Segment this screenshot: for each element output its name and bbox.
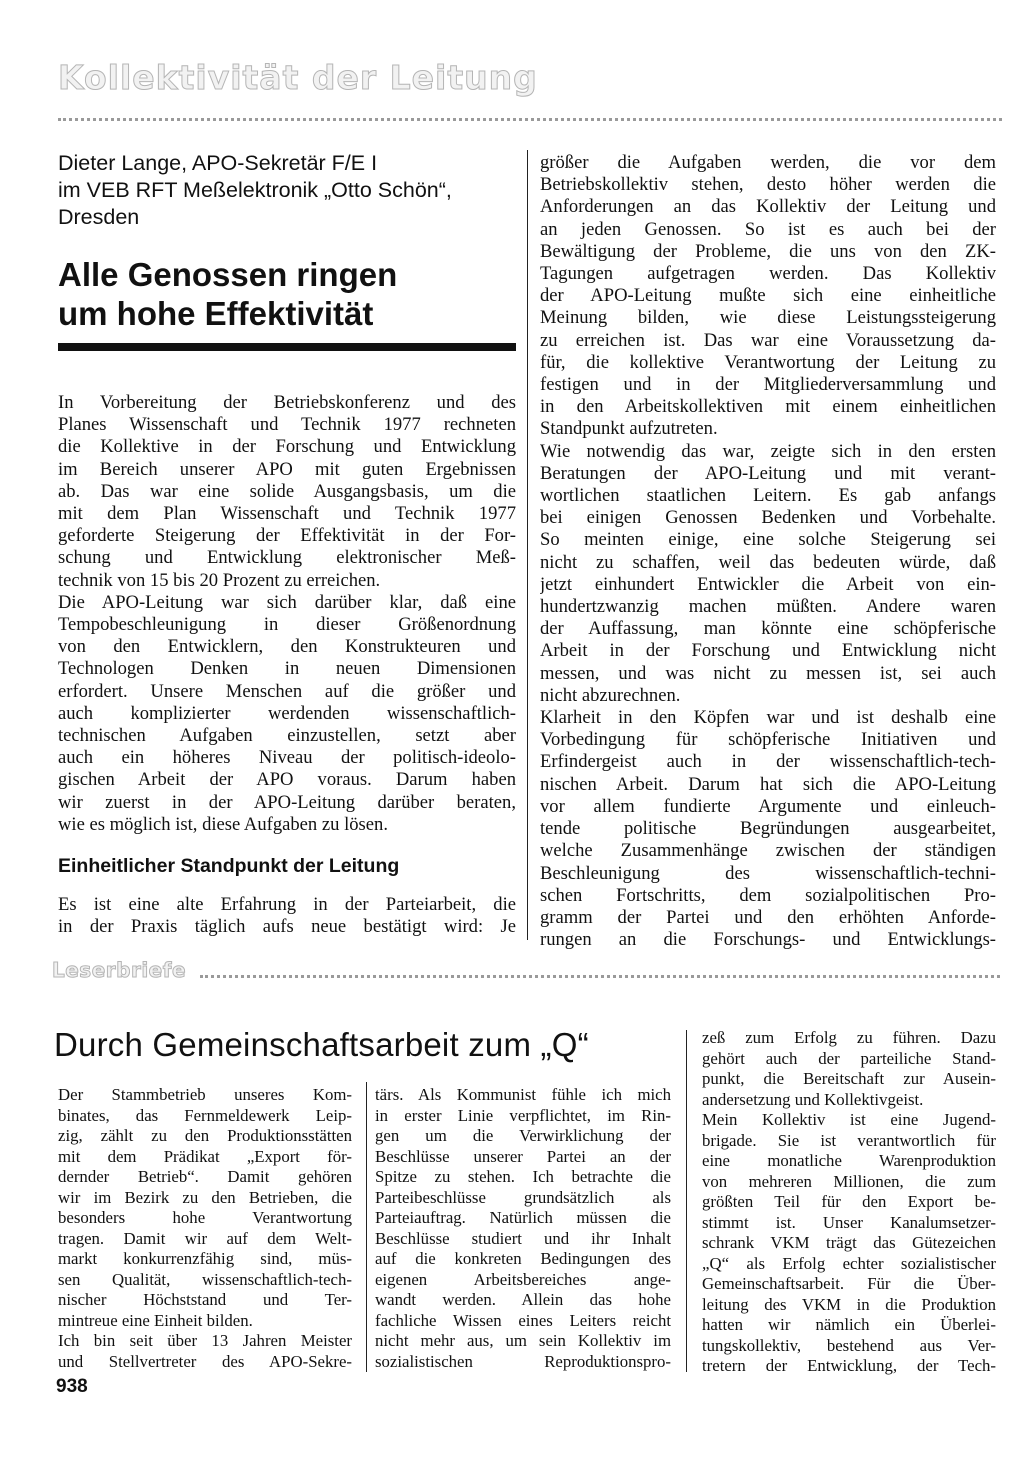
text-line: Parteiauftrag. Natürlich müssen die bbox=[375, 1208, 671, 1227]
author-line: Dieter Lange, APO-Sekretär F/E I bbox=[58, 151, 378, 175]
text-line: Es ist eine alte Erfahrung in der Parteiarbeit, die bbox=[58, 894, 516, 915]
letter-column-divider bbox=[366, 1082, 367, 1372]
article-column-1-continued bbox=[58, 894, 516, 938]
text-line: leitung des VKM in die Produktion bbox=[702, 1294, 996, 1314]
article-column-2 bbox=[540, 152, 996, 951]
text-line: Tempobeschleunigung in dieser Größenordnung bbox=[58, 614, 516, 636]
subheading: Einheitlicher Standpunkt der Leitung bbox=[58, 855, 400, 877]
text-line: in erster Linie verpflichtet, im Rin- bbox=[375, 1105, 671, 1125]
text-line: Beschlüsse studiert und ihr Inhalt bbox=[375, 1228, 671, 1248]
text-line: eigenen Arbeitsbereiches ange- bbox=[375, 1269, 671, 1289]
letter-column-divider bbox=[686, 1030, 687, 1372]
text-line: auf die konkreten Bedingungen des bbox=[375, 1249, 671, 1268]
author-byline bbox=[58, 150, 518, 231]
text-line: Gemeinschaftsarbeit. Für die Über- bbox=[702, 1274, 996, 1293]
text-line: binates, das Fernmeldewerk Leip- bbox=[58, 1105, 352, 1125]
text-line: zeß zum Erfolg zu führen. Dazu bbox=[702, 1028, 996, 1047]
text-line: wortlichen staatlichen Leitern. Es gab anfangs bbox=[540, 485, 996, 507]
text-line: geforderte Steigerung der Effektivität in der For- bbox=[58, 525, 516, 547]
text-line: nicht abzurechnen. bbox=[540, 684, 681, 706]
text-line: an jeden Genossen. So ist es auch bei der bbox=[540, 218, 996, 240]
text-line: brigade. Sie ist verantwortlich für bbox=[702, 1130, 996, 1150]
text-line: und Stellvertreter des APO-Sekre- bbox=[58, 1351, 352, 1371]
text-line: Mein Kollektiv ist eine Jugend- bbox=[702, 1110, 996, 1129]
text-line: hundertzwanzig machen müßten. Andere waren bbox=[540, 596, 996, 618]
headline-rule bbox=[58, 343, 516, 351]
text-line: Parteibeschlüsse grundsätzlich als bbox=[375, 1187, 671, 1207]
text-line: rungen an die Forschungs- und Entwicklungs- bbox=[540, 929, 996, 951]
text-line: tärs. Als Kommunist fühle ich mich bbox=[375, 1085, 671, 1104]
text-line: wie es möglich ist, diese Aufgaben zu lösen. bbox=[58, 813, 388, 835]
column-divider bbox=[527, 150, 528, 940]
letters-headline: Durch Gemeinschaftsarbeit zum „Q“ bbox=[54, 1026, 589, 1063]
text-line: markt konkurrenzfähig sind, müs- bbox=[58, 1249, 352, 1268]
text-line: nischen Arbeit. Darum hat sich die APO-Leitung bbox=[540, 773, 996, 795]
article-headline bbox=[58, 255, 518, 333]
text-line: nicht mehr aus, um sein Kollektiv im bbox=[375, 1331, 671, 1350]
text-line: auch komplizierter werdenden wissenschaftlich- bbox=[58, 702, 516, 724]
text-line: von mehreren Millionen, die zum bbox=[702, 1171, 996, 1191]
text-line: mit dem Prädikat „Export för- bbox=[58, 1146, 352, 1166]
text-line: von den Entwicklern, den Konstrukteuren und bbox=[58, 636, 516, 658]
text-line: wir zuerst in der APO-Leitung darüber beraten, bbox=[58, 791, 516, 813]
text-line: Tagungen aufgetragen werden. Das Kollektiv bbox=[540, 263, 996, 285]
text-line: Beratungen der APO-Leitung und mit verant- bbox=[540, 462, 996, 484]
section-rule bbox=[58, 118, 1002, 121]
text-line: ab. Das war eine solide Ausgangsbasis, um die bbox=[58, 480, 516, 502]
section-title: Kollektivität der Leitung bbox=[58, 58, 538, 97]
author-line: im VEB RFT Meßelektronik „Otto Schön“, bbox=[58, 178, 452, 202]
text-line: besonders hohe Verantwortung bbox=[58, 1208, 352, 1227]
text-line: größten Teil für den Export be- bbox=[702, 1192, 996, 1211]
text-line: messen, und was nicht zu messen ist, sei auch bbox=[540, 662, 996, 684]
text-line: andersetzung und Kollektivgeist. bbox=[702, 1089, 924, 1109]
text-line: Anforderungen an das Kollektiv der Leitung und bbox=[540, 196, 996, 218]
text-line: Beschlüsse unserer Partei an der bbox=[375, 1146, 671, 1166]
text-line: So meinten einige, eine solche Steigerung sei bbox=[540, 529, 996, 551]
text-line: Vorbedingung für schöpferische Initiativen und bbox=[540, 729, 996, 751]
text-line: „Q“ als Erfolg echter sozialistischer bbox=[702, 1253, 996, 1273]
text-line: technik von 15 bis 20 Prozent zu erreichen. bbox=[58, 569, 381, 591]
author-line: Dresden bbox=[58, 205, 140, 229]
text-line: welche Zusammenhänge zwischen der ständigen bbox=[540, 840, 996, 862]
text-line: Meinung bilden, wie diese Leistungssteigerung bbox=[540, 307, 996, 329]
text-line: gen um die Verwirklichung der bbox=[375, 1126, 671, 1145]
letter-column-1 bbox=[58, 1085, 352, 1372]
text-line: stimmt ist. Unser Kanalumsetzer- bbox=[702, 1212, 996, 1232]
text-line: wandt werden. Allein das hohe bbox=[375, 1290, 671, 1309]
article-column-1 bbox=[58, 392, 516, 836]
text-line: Der Stammbetrieb unseres Kom- bbox=[58, 1085, 352, 1104]
text-line: fachliche Wissen eines Leiters reicht bbox=[375, 1310, 671, 1330]
text-line: im Bereich unserer APO mit guten Ergebnissen bbox=[58, 458, 516, 480]
text-line: gischen Arbeit der APO voraus. Darum haben bbox=[58, 769, 516, 791]
text-line: technischen Aufgaben einzustellen, setzt aber bbox=[58, 725, 516, 747]
text-line: gehört auch der parteiliche Stand- bbox=[702, 1048, 996, 1068]
text-line: Klarheit in den Köpfen war und ist deshalb eine bbox=[540, 707, 996, 729]
text-line: tretern der Entwicklung, der Tech- bbox=[702, 1356, 996, 1375]
text-line: der APO-Leitung mußte sich eine einheitliche bbox=[540, 285, 996, 307]
text-line: schrank VKM trägt das Gütezeichen bbox=[702, 1233, 996, 1252]
text-line: Erfindergeist auch in der wissenschaftlich-tech- bbox=[540, 751, 996, 773]
text-line: hatten wir nämlich ein Überlei- bbox=[702, 1315, 996, 1334]
text-line: schen Fortschritts, dem sozialpolitischen Pro- bbox=[540, 884, 996, 906]
text-line: der Auffassung, man könnte eine schöpferische bbox=[540, 618, 996, 640]
text-line: größer die Aufgaben werden, die vor dem bbox=[540, 152, 996, 173]
letter-column-2 bbox=[375, 1085, 671, 1372]
text-line: die Kollektive in der Forschung und Entwicklung bbox=[58, 436, 516, 458]
text-line: auch ein höheres Niveau der politisch-ideolo- bbox=[58, 747, 516, 769]
text-line: Die APO-Leitung war sich darüber klar, daß eine bbox=[58, 591, 516, 613]
headline-line: um hohe Effektivität bbox=[58, 295, 374, 332]
text-line: tragen. Damit wir auf dem Welt- bbox=[58, 1228, 352, 1248]
text-line: dernder Betrieb“. Damit gehören bbox=[58, 1167, 352, 1186]
text-line: zu erreichen ist. Das war eine Voraussetzung da- bbox=[540, 329, 996, 351]
letters-section-rule bbox=[200, 975, 1000, 978]
text-line: gramm der Partei und den erhöhten Anforde- bbox=[540, 906, 996, 928]
text-line: sozialistischen Reproduktionspro- bbox=[375, 1351, 671, 1371]
text-line: Betriebskollektiv stehen, desto höher werden die bbox=[540, 174, 996, 196]
text-line: tende politische Begründungen ausgearbeitet, bbox=[540, 818, 996, 840]
text-line: nischer Höchststand und Ter- bbox=[58, 1290, 352, 1309]
text-line: Ich bin seit über 13 Jahren Meister bbox=[58, 1331, 352, 1350]
text-line: Bewältigung der Probleme, die uns von den ZK- bbox=[540, 240, 996, 262]
text-line: vor allem fundierte Argumente und einleuch- bbox=[540, 795, 996, 817]
text-line: jetzt einhundert Entwickler die Arbeit von ein- bbox=[540, 573, 996, 595]
text-line: zig, zählt zu den Produktionsstätten bbox=[58, 1126, 352, 1145]
text-line: für, die kollektive Verantwortung der Leitung zu bbox=[540, 351, 996, 373]
text-line: eine monatliche Warenproduktion bbox=[702, 1151, 996, 1170]
text-line: nicht zu schaffen, weil das bedeuten würde, daß bbox=[540, 551, 996, 573]
text-line: festigen und in der Mitgliederversammlung und bbox=[540, 374, 996, 396]
text-line: Wie notwendig das war, zeigte sich in den ersten bbox=[540, 440, 996, 462]
text-line: mit dem Plan Wissenschaft und Technik 1977 bbox=[58, 503, 516, 525]
text-line: Technologen Denken in neuen Dimensionen bbox=[58, 658, 516, 680]
text-line: Arbeit in der Forschung und Entwicklung nicht bbox=[540, 640, 996, 662]
headline-line: Alle Genossen ringen bbox=[58, 256, 398, 293]
text-line: Beschleunigung des wissenschaftlich-techni- bbox=[540, 862, 996, 884]
text-line: tungskollektiv, bestehend aus Ver- bbox=[702, 1335, 996, 1355]
text-line: bei einigen Genossen Bedenken und Vorbehalte. bbox=[540, 507, 996, 529]
text-line: in der Praxis täglich aufs neue bestätigt wird: Je bbox=[58, 916, 516, 938]
text-line: sen Qualität, wissenschaftlich-tech- bbox=[58, 1269, 352, 1289]
text-line: erfordert. Unsere Menschen auf die größer und bbox=[58, 680, 516, 702]
letter-column-3 bbox=[702, 1028, 996, 1377]
text-line: in den Arbeitskollektiven mit einem einheitlichen bbox=[540, 396, 996, 418]
text-line: wir im Bezirk zu den Betrieben, die bbox=[58, 1187, 352, 1207]
page-number: 938 bbox=[56, 1376, 88, 1397]
text-line: Planes Wissenschaft und Technik 1977 rechneten bbox=[58, 414, 516, 436]
text-line: mintreue eine Einheit bilden. bbox=[58, 1310, 253, 1330]
letters-section-title: Leserbriefe bbox=[52, 958, 187, 982]
text-line: Spitze zu stehen. Ich betrachte die bbox=[375, 1167, 671, 1186]
text-line: punkt, die Bereitschaft zur Ausein- bbox=[702, 1069, 996, 1088]
text-line: In Vorbereitung der Betriebskonferenz und des bbox=[58, 392, 516, 413]
text-line: Standpunkt aufzutreten. bbox=[540, 418, 718, 440]
text-line: schung und Entwicklung elektronischer Meß- bbox=[58, 547, 516, 569]
